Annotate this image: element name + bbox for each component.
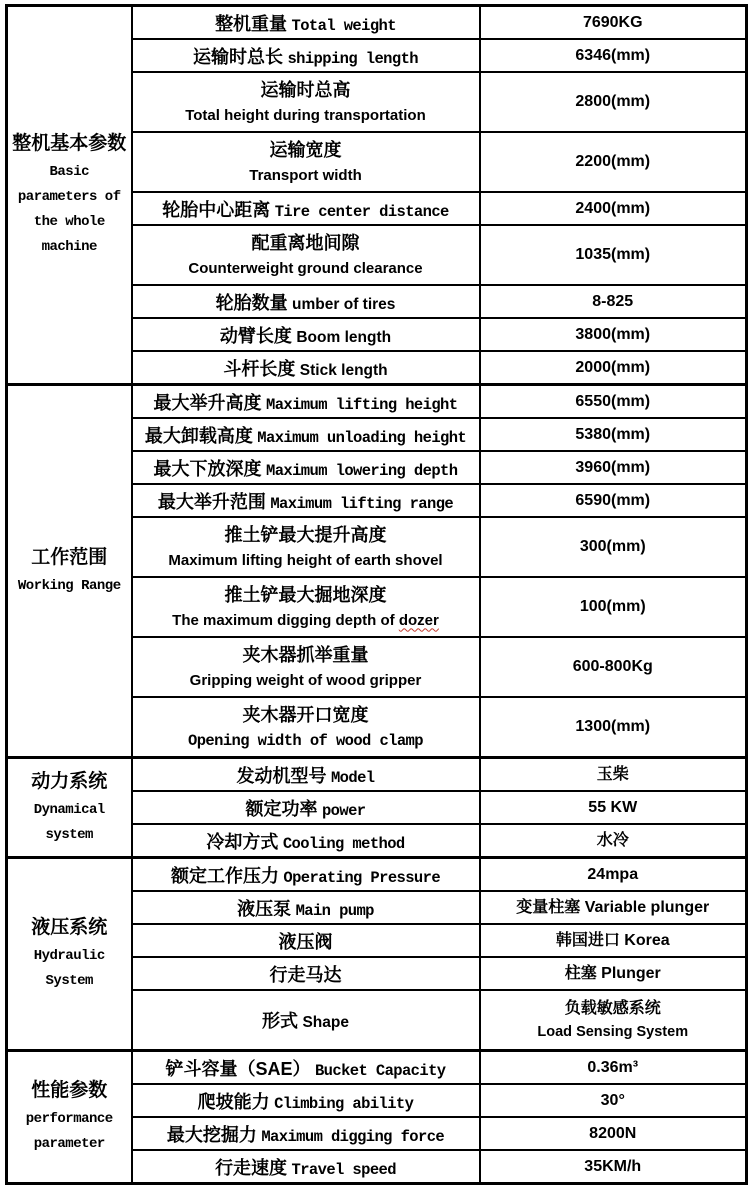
param-label-en: Bucket Capacity	[314, 1061, 446, 1080]
param-cell	[132, 285, 480, 318]
value-text: 2000(mm)	[575, 358, 651, 376]
param-cell	[132, 891, 480, 924]
param-label-en: Climbing ability	[274, 1094, 414, 1113]
value-text: 2800(mm)	[575, 93, 651, 110]
param-label-zh: 额定工作压力	[170, 865, 279, 886]
value-text: 8200N	[589, 1124, 637, 1142]
param-cell	[132, 484, 480, 517]
param-cell	[132, 1051, 480, 1085]
category-cell	[7, 758, 132, 858]
param-label-zh: 最大下放深度	[153, 458, 262, 479]
param-label-zh: 运输时总长	[193, 46, 283, 67]
param-cell	[132, 1084, 480, 1117]
param-cell	[132, 39, 480, 72]
value-cell	[480, 891, 747, 924]
param-label-zh: 配重离地间隙	[251, 232, 360, 253]
param-label-zh: 冷却方式	[206, 831, 279, 852]
value-text: 5380(mm)	[575, 425, 651, 443]
value-cell	[480, 72, 747, 132]
value-text: 负载敏感系统	[564, 1000, 661, 1017]
param-label-zh: 最大挖掘力	[166, 1124, 257, 1145]
value-cell	[480, 132, 747, 192]
value-cell	[480, 385, 747, 419]
param-cell	[132, 132, 480, 192]
value-text: 7690KG	[582, 13, 643, 31]
param-label-en: Maximum lowering depth	[266, 461, 458, 480]
value-cell	[480, 351, 747, 385]
table-row	[7, 6, 747, 40]
category-cell	[7, 858, 132, 1051]
value-text-en: Load Sensing System	[537, 1024, 689, 1040]
param-label-zh: 推土铲最大提升高度	[224, 524, 387, 545]
param-label-en: Tire center distance	[274, 202, 449, 221]
param-label-en-text: Maximum lifting height of earth shovel	[168, 551, 443, 569]
value-text: 6346(mm)	[575, 46, 651, 64]
spec-table	[5, 4, 748, 1185]
param-label-en: Total weight	[291, 16, 396, 35]
param-label-zh: 爬坡能力	[197, 1091, 270, 1112]
param-label-zh: 整机重量	[215, 13, 288, 34]
table-row	[7, 858, 747, 892]
spellcheck-word: dozer	[398, 611, 439, 629]
value-cell	[480, 758, 747, 792]
value-text: 55 KW	[588, 798, 638, 816]
param-cell	[132, 791, 480, 824]
param-label-en-text: Total height during transportation	[185, 106, 426, 124]
param-label-zh: 夹木器开口宽度	[242, 704, 369, 725]
param-label-zh: 形式	[262, 1011, 299, 1031]
value-cell	[480, 697, 747, 758]
param-cell	[132, 385, 480, 419]
param-label-en-text: The maximum digging depth of	[172, 611, 395, 629]
param-cell	[132, 824, 480, 858]
param-label-zh: 铲斗容量（SAE）	[165, 1058, 311, 1079]
param-cell	[132, 957, 480, 990]
param-label-en: Model	[330, 768, 375, 787]
param-label-en	[136, 609, 476, 633]
value-text: 玉柴	[596, 765, 629, 783]
param-label-zh: 额定功率	[245, 798, 318, 819]
param-label-en: Shape	[302, 1014, 349, 1031]
value-cell	[480, 6, 747, 40]
value-text: 0.36m³	[587, 1058, 639, 1076]
value-text: 30°	[600, 1091, 625, 1109]
param-label-en-text: Counterweight ground clearance	[188, 259, 423, 277]
value-text: 1300(mm)	[575, 718, 651, 735]
value-cell	[480, 318, 747, 351]
param-cell	[132, 637, 480, 697]
param-label-en: Maximum digging force	[261, 1127, 445, 1146]
value-cell	[480, 577, 747, 637]
param-label-zh: 夹木器抓举重量	[242, 644, 369, 665]
value-cell	[480, 517, 747, 577]
param-label-zh: 轮胎数量	[215, 292, 288, 313]
param-label-zh: 推土铲最大掘地深度	[224, 584, 387, 605]
value-cell	[480, 824, 747, 858]
value-cell	[480, 285, 747, 318]
value-cell	[480, 957, 747, 990]
param-cell	[132, 451, 480, 484]
param-label-zh: 运输宽度	[269, 139, 342, 160]
param-cell	[132, 6, 480, 40]
param-label-en: Main pump	[295, 901, 374, 920]
param-label-en: Operating Pressure	[283, 868, 441, 887]
param-label-en: shipping length	[287, 49, 418, 68]
param-cell	[132, 418, 480, 451]
value-text: 6550(mm)	[575, 392, 651, 410]
param-label-en: Boom length	[296, 328, 392, 346]
value-text: 8-825	[592, 292, 634, 310]
value-text: 24mpa	[587, 865, 639, 883]
param-label-en: power	[321, 801, 366, 820]
spec-table-body	[7, 6, 747, 1184]
category-cell	[7, 385, 132, 758]
param-label-zh: 液压泵	[237, 898, 292, 919]
value-text: 变量柱塞 Variable plunger	[516, 898, 710, 916]
value-cell	[480, 484, 747, 517]
param-label-en	[136, 669, 476, 693]
param-label-en-text: Opening width of wood clamp	[188, 731, 423, 750]
param-label-zh: 最大举升高度	[153, 392, 262, 413]
category-label-en: performance parameter	[25, 1111, 113, 1152]
table-row	[7, 758, 747, 792]
param-cell	[132, 697, 480, 758]
param-cell	[132, 1150, 480, 1184]
param-cell	[132, 225, 480, 285]
param-cell	[132, 351, 480, 385]
param-label-en	[136, 104, 476, 128]
param-label-en: umber of tires	[292, 295, 396, 313]
param-label-en: Cooling method	[282, 834, 405, 853]
param-label-en	[136, 257, 476, 281]
param-cell	[132, 990, 480, 1051]
param-cell	[132, 577, 480, 637]
category-cell	[7, 6, 132, 385]
value-text: 100(mm)	[579, 598, 646, 615]
param-label-en	[136, 729, 476, 753]
value-text: 600-800Kg	[572, 658, 653, 675]
value-cell	[480, 637, 747, 697]
value-text: 韩国进口 Korea	[555, 931, 670, 949]
param-cell	[132, 924, 480, 957]
category-label-zh: 性能参数	[31, 1080, 108, 1101]
value-cell	[480, 1150, 747, 1184]
param-label-en	[136, 164, 476, 188]
param-cell	[132, 517, 480, 577]
value-cell	[480, 791, 747, 824]
value-cell	[480, 858, 747, 892]
param-label-en: Maximum lifting height	[266, 395, 458, 414]
value-text: 柱塞 Plunger	[564, 964, 661, 982]
value-cell	[480, 990, 747, 1051]
param-cell	[132, 72, 480, 132]
param-label-zh: 行走速度	[215, 1157, 288, 1178]
value-cell	[480, 924, 747, 957]
category-label-zh: 液压系统	[31, 917, 108, 938]
param-label-en: Maximum lifting range	[270, 494, 454, 513]
param-cell	[132, 318, 480, 351]
value-text: 300(mm)	[579, 538, 646, 555]
category-label-en: Dynamical system	[33, 801, 105, 843]
value-text: 3800(mm)	[575, 325, 651, 343]
param-label-zh: 运输时总高	[260, 79, 351, 100]
value-cell	[480, 418, 747, 451]
category-label-zh: 动力系统	[31, 770, 108, 792]
param-label-zh: 斗杆长度	[223, 358, 296, 379]
value-text: 35KM/h	[584, 1157, 642, 1175]
param-label-zh: 最大举升范围	[157, 491, 266, 512]
value-cell	[480, 1084, 747, 1117]
value-text: 2400(mm)	[575, 199, 651, 217]
category-label-en: Working Range	[17, 577, 121, 594]
value-cell	[480, 1051, 747, 1085]
param-label-en: Maximum unloading height	[257, 428, 467, 447]
param-label-zh: 轮胎中心距离	[162, 199, 271, 220]
param-label-zh: 发动机型号	[236, 765, 327, 786]
param-cell	[132, 858, 480, 892]
value-cell	[480, 192, 747, 225]
value-cell	[480, 451, 747, 484]
category-label-zh: 整机基本参数	[12, 133, 127, 154]
param-label-zh: 液压阀	[278, 931, 333, 952]
param-cell	[132, 758, 480, 792]
value-text: 2200(mm)	[575, 153, 651, 170]
category-label-en: Basic parameters of the whole machine	[17, 164, 121, 255]
param-cell	[132, 192, 480, 225]
value-cell	[480, 39, 747, 72]
table-row	[7, 1051, 747, 1085]
value-cell	[480, 225, 747, 285]
category-cell	[7, 1051, 132, 1184]
value-text: 水冷	[596, 831, 629, 849]
param-label-en: Stick length	[299, 361, 388, 379]
category-label-zh: 工作范围	[31, 546, 108, 568]
param-label-en-text: Transport width	[249, 166, 362, 184]
param-label-en	[136, 549, 476, 573]
value-text: 6590(mm)	[575, 491, 651, 509]
table-row	[7, 385, 747, 419]
param-label-zh: 动臂长度	[219, 325, 292, 346]
param-label-zh: 最大卸载高度	[144, 425, 253, 446]
value-text: 1035(mm)	[575, 246, 651, 263]
param-label-zh: 行走马达	[269, 964, 342, 985]
param-label-en: Travel speed	[291, 1160, 396, 1179]
param-label-en-text: Gripping weight of wood gripper	[189, 671, 422, 689]
value-text: 3960(mm)	[575, 458, 651, 476]
category-label-en: Hydraulic System	[33, 948, 105, 989]
